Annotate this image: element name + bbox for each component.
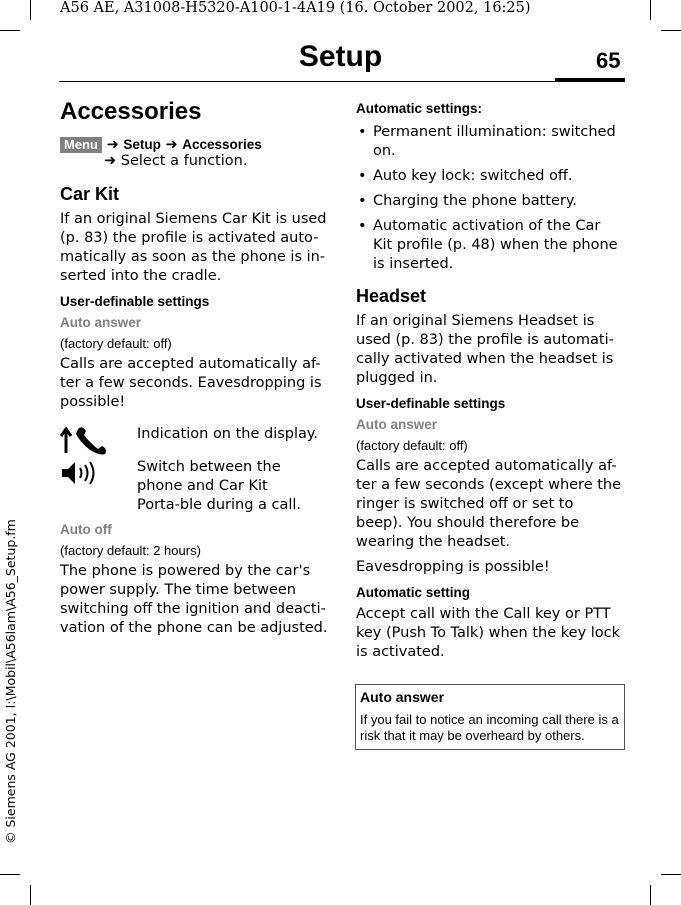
icon-row-text: Switch between the phone and Car Kit Porta-ble during a call.	[137, 459, 302, 513]
list-item: • Automatic activation of the Car Kit profile (p. 48) when the phone is inserted.	[356, 217, 624, 274]
headset-auto-answer-label: Auto answer	[356, 417, 438, 432]
carkit-title: Car Kit	[60, 184, 120, 204]
automatic-settings-list	[356, 123, 624, 274]
carkit-auto-off-text: The phone is powered by the car's power supply. The time between switching off the ignition and deacti-vation of the phone can be adjusted.	[60, 563, 328, 636]
carkit-auto-answer-label: Auto answer	[60, 315, 142, 330]
crop-mark	[0, 30, 20, 31]
carkit-intro: If an original Siemens Car Kit is used (p. 83) the profile is activated auto-matically as soon as the phone is in-serted into the cradle.	[60, 211, 327, 284]
carkit-auto-off-label: Auto off	[60, 522, 112, 537]
copyright-text: © Siemens AG 2001, I:\Mobil\A56lam\A56_Setup.fm	[3, 519, 18, 844]
crop-mark	[661, 30, 681, 31]
automatic-settings-title: Automatic settings:	[356, 101, 483, 116]
arrow-icon: ➜	[165, 137, 178, 153]
list-item: • Permanent illumination: switched on.	[356, 123, 624, 161]
right-column	[356, 101, 624, 662]
page-title: Setup	[298, 40, 383, 73]
headset-auto-answer-text: Calls are accepted automatically af-ter a few seconds (except where the ringer is switched off or set to beep). You should therefore be wearing the headset.	[356, 458, 622, 550]
auto-answer-phone-icon	[60, 425, 112, 455]
path-accessories: Accessories	[182, 137, 262, 152]
headset-auto-answer-default: (factory default: off)	[356, 438, 468, 453]
left-column	[60, 98, 328, 638]
headset-intro: If an original Siemens Headset is used (p. 83) the profile is automati-cally activated when the headset is plugged in.	[356, 313, 614, 386]
crop-mark	[30, 0, 31, 20]
crop-mark	[650, 885, 651, 905]
headset-automatic-setting-title: Automatic setting	[356, 585, 471, 600]
note-title: Auto answer	[360, 689, 445, 705]
crop-mark	[0, 874, 20, 875]
headset-automatic-setting-text: Accept call with the Call key or PTT key (Push To Talk) when the key lock is activated.	[356, 606, 621, 660]
path-setup: Setup	[123, 137, 161, 152]
menu-key: Menu	[60, 137, 102, 153]
document-reference: A56 AE, A31008-H5320-A100-1-4A19 (16. October 2002, 16:25)	[60, 0, 531, 16]
arrow-icon: ➜	[106, 137, 119, 153]
list-item: • Auto key lock: switched off.	[356, 167, 624, 186]
icon-row	[60, 458, 328, 516]
headset-eavesdropping: Eavesdropping is possible!	[356, 559, 550, 575]
headset-title: Headset	[356, 286, 427, 306]
carkit-auto-answer-default: (factory default: off)	[60, 336, 172, 351]
crop-mark	[661, 874, 681, 875]
page-number-rule	[555, 78, 625, 82]
speaker-icon	[60, 459, 100, 487]
header-rule	[59, 81, 625, 82]
note-box	[355, 684, 625, 750]
carkit-settings-title: User-definable settings	[60, 294, 210, 309]
section-title: Accessories	[60, 98, 202, 125]
crop-mark	[30, 885, 31, 905]
arrow-icon: ➜	[104, 153, 117, 169]
crop-mark	[650, 0, 651, 20]
page-number: 65	[596, 48, 621, 73]
headset-settings-title: User-definable settings	[356, 396, 506, 411]
carkit-auto-off-default: (factory default: 2 hours)	[60, 543, 201, 558]
note-text: If you fail to notice an incoming call there is a risk that it may be overheard by others.	[360, 712, 619, 743]
icon-row	[60, 425, 328, 455]
menu-path	[60, 137, 328, 169]
icon-row-text: Indication on the display.	[137, 426, 319, 442]
list-item: • Charging the phone battery.	[356, 192, 624, 211]
carkit-auto-answer-text: Calls are accepted automatically af-ter a few seconds. Eavesdropping is possible!	[60, 356, 322, 410]
path-instruction: Select a function.	[120, 153, 248, 169]
